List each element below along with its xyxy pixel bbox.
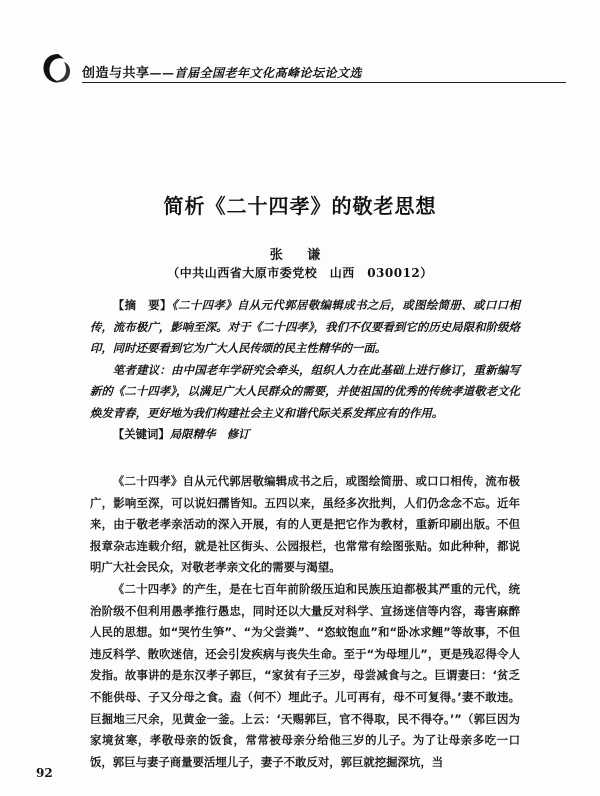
series-title-sub: ——首届全国老年文化高峰论坛论文选: [149, 66, 363, 80]
keywords-text: 局限精华 修订: [169, 427, 250, 441]
author-affiliation: （中共山西省大原市委党校 山西 030012）: [167, 266, 433, 280]
series-title-main: 创造与共享: [82, 66, 150, 81]
keywords-line: [90, 424, 520, 446]
page-number: 92: [36, 766, 53, 780]
author-suggestion: 笔者建议：由中国老年学研究会牵头，组织人力在此基础上进行修订，重新编写新的《二十四孝》，以满足广大人民群众的需要，并使祖国的优秀的传统孝道敬老文化焕发青春，更好地为我们构建社会主义和谐代际关系发挥应有的作用。: [90, 362, 520, 420]
body-paragraph-2: 《二十四孝》的产生，是在七百年前阶级压迫和民族压迫都极其严重的元代，统治阶级不但利用愚孝推行愚忠，同时还以大量反对科学、宣扬迷信等内容，毒害麻醉人民的思想。如“哭竹生笋”、“为父尝粪”、“恣蚊饱血”和“卧冰求鲤”等故事，不但违反科学、散吹迷信，还会引发疾病与丧失生命。至于“为母埋儿”，更是残忍得令人发指。故事讲的是东汉孝子郭巨，“家贫有子三岁，母尝减食与之。巨谓妻曰：‘贫乏不能供母、子又分母之食。盍（何不）埋此子。儿可再有，母不可复得。’妻不敢违。巨掘地三尺余，见黄金一釜。上云：‘天赐郭巨，官不得取，民不得夺。’”（郭巨因为家境贫寒，孝敬母亲的饭食，常常被母亲分给他三岁的儿子。为了让母亲多吃一口饭，郭巨与妻子商量要活埋儿子，妻子不敢反对，郭巨就挖掘深坑，当: [90, 581, 520, 769]
publication-logo-icon: [38, 50, 78, 88]
abstract-label: 【摘 要】: [112, 298, 172, 312]
body-paragraph-1: 《二十四孝》自从元代郭居敬编辑成书之后，或图绘简册、或口口相传，流布极广，影响至深，可以说妇孺皆知。五四以来，虽经多次批判，人们仍念念不忘。近年来，由于敬老孝亲活动的深入开展，有的人更是把它作为教材，重新印刷出版。不但报章杂志连载介绍，就是社区街头、公园报栏，也常常有绘图张贴。如此种种，都说明广大社会民众，对敬老孝亲文化的需要与渴望。: [90, 474, 520, 575]
abstract-paragraph: [90, 295, 520, 360]
abstract-block: [90, 295, 520, 446]
running-header: [38, 50, 566, 90]
article-title: 简析《二十四孝》的敬老思想: [163, 194, 437, 218]
header-rule: [82, 82, 566, 83]
abstract-text: 《二十四孝》自从元代郭居敬编辑成书之后，或图绘简册、或口口相传，流布极广，影响至深。对于《二十四孝》，我们不仅要看到它的历史局限和阶级烙印，同时还要看到它为广大人民传颂的民主性精华的一面。: [90, 298, 520, 355]
series-title: [82, 62, 362, 81]
article-body: [90, 471, 520, 773]
keywords-label: 【关键词】: [112, 427, 170, 441]
article-author: 张 谦: [269, 248, 331, 263]
